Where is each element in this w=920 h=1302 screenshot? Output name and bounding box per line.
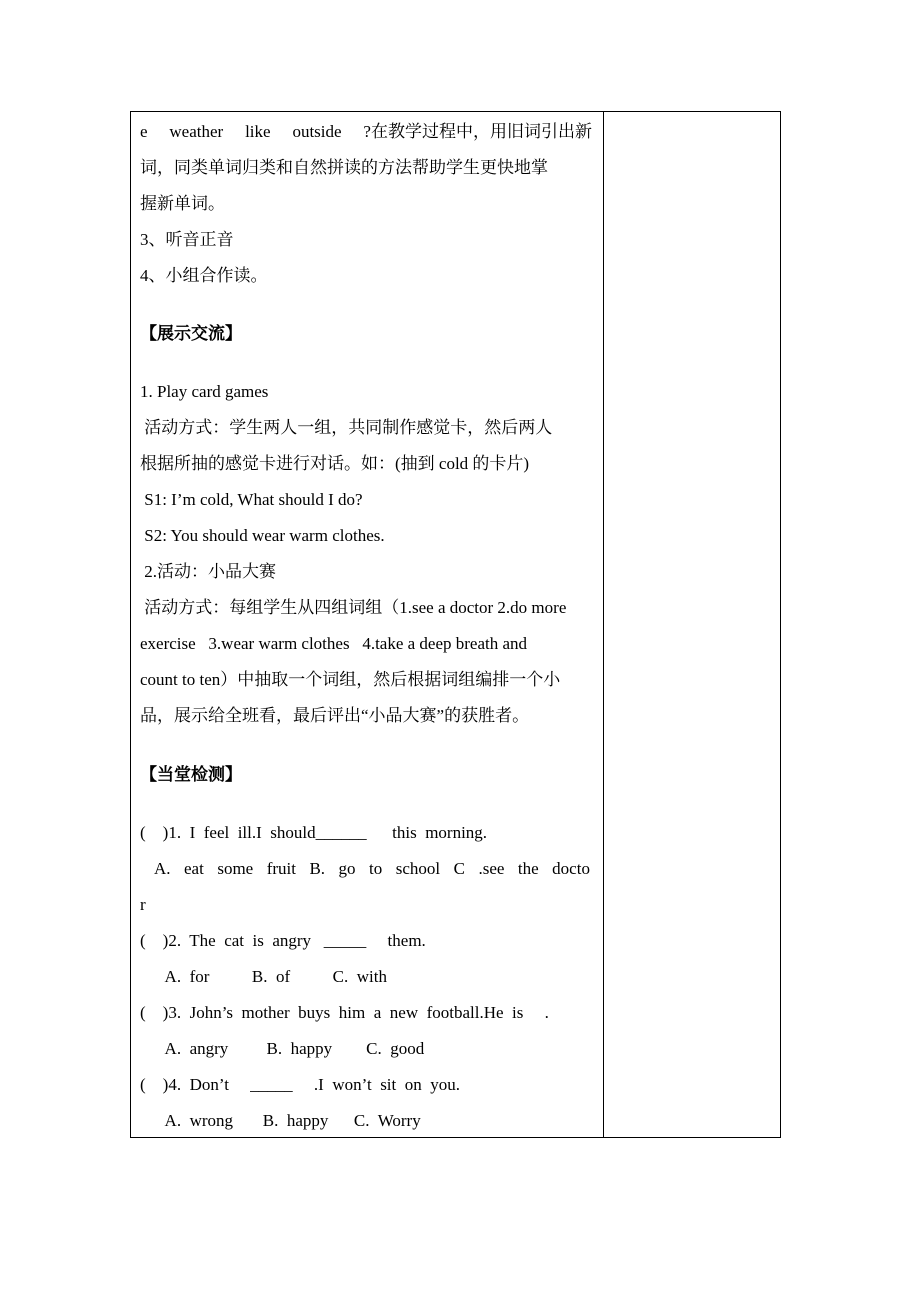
section-heading-show: 【展示交流】 [140, 324, 242, 343]
activity-2-method-d: 品，展示给全班看，最后评出“小品大赛”的获胜者。 [140, 706, 530, 725]
question-3: ( )3. John’s mother buys him a new football.He is . [140, 1003, 549, 1022]
activity-2-method-b: exercise 3.wear warm clothes 4.take a deep breath and [140, 634, 528, 653]
lesson-table [130, 111, 781, 1138]
question-3-options: A. angry B. happy C. good [140, 1039, 425, 1058]
activity-1-title: 1. Play card games [140, 382, 269, 401]
activity-2-title: 2.活动：小品大赛 [140, 562, 276, 581]
step-4: 4、小组合作读。 [140, 266, 268, 285]
intro-line-3: 握新单词。 [140, 194, 225, 213]
activity-2-method-a: 活动方式：每组学生从四组词组（1.see a doctor 2.do more [140, 598, 567, 617]
question-1-options: A. eat some fruit B. go to school C .see the docto [154, 859, 590, 878]
activity-1-method-a: 活动方式：学生两人一组，共同制作感觉卡，然后两人 [140, 418, 553, 437]
question-4: ( )4. Don’t _____ .I won’t sit on you. [140, 1075, 461, 1094]
step-3: 3、听音正音 [140, 230, 234, 249]
activity-1-method-b: 根据所抽的感觉卡进行对话。如：(抽到 cold 的卡片) [140, 454, 530, 473]
question-1: ( )1. I feel ill.I should______ this morning. [140, 823, 488, 842]
question-4-options: A. wrong B. happy C. Worry [140, 1111, 421, 1130]
question-2-options: A. for B. of C. with [140, 967, 387, 986]
section-heading-test: 【当堂检测】 [140, 765, 242, 784]
column-divider [603, 112, 604, 1137]
intro-line-1: e weather like outside ?在教学过程中，用旧词引出新 [140, 122, 592, 141]
question-2: ( )2. The cat is angry _____ them. [140, 931, 426, 950]
question-1-options-wrap: r [140, 895, 146, 914]
activity-2-method-c: count to ten）中抽取一个词组，然后根据词组编排一个小 [140, 670, 561, 689]
dialogue-s1: S1: I’m cold, What should I do? [140, 490, 363, 509]
dialogue-s2: S2: You should wear warm clothes. [140, 526, 385, 545]
intro-line-2: 词，同类单词归类和自然拼读的方法帮助学生更快地掌 [140, 158, 548, 177]
